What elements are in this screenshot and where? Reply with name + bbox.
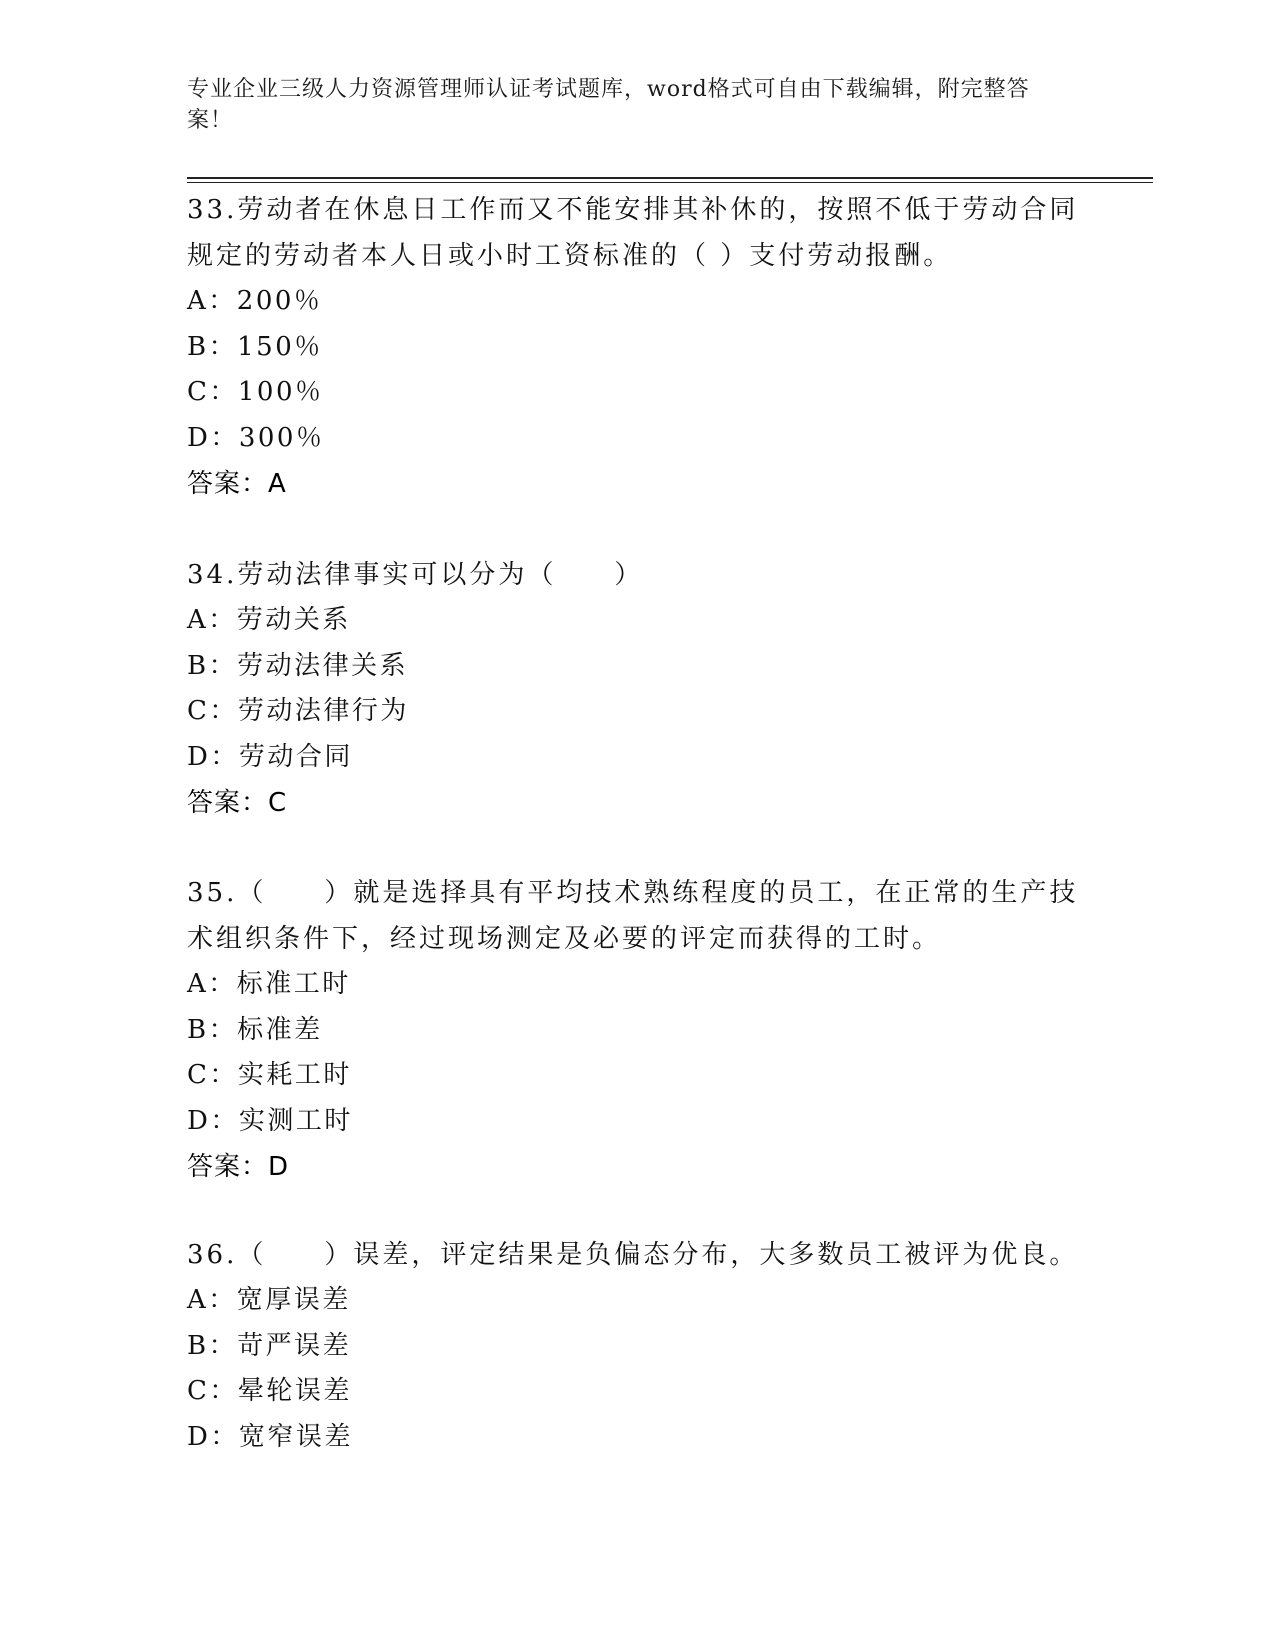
header-divider-thick [187,177,1153,179]
answer-line: 答案：A [187,469,287,499]
option-a: A：200％ [187,286,323,316]
option-d: D：宽窄误差 [187,1421,353,1452]
question-36 [187,1232,1087,1460]
answer-line: 答案：C [187,788,288,818]
option-d: D：300％ [187,422,325,453]
option-d: D：劳动合同 [187,741,353,772]
option-b: B：标准差 [187,1014,323,1045]
question-stem: 34.劳动法律事实可以分为（ ） [187,560,644,590]
question-stem: 35.（ ）就是选择具有平均技术熟练程度的员工，在正常的生产技术组织条件下，经过现场测定及必要的评定而获得的工时。 [187,878,1079,954]
header-divider-thin [187,182,1153,183]
answer-line: 答案：D [187,1152,290,1182]
question-33 [187,187,1087,507]
question-stem: 36.（ ）误差，评定结果是负偏态分布，大多数员工被评为优良。 [187,1240,1079,1270]
option-c: C：100％ [187,377,324,407]
question-stem: 33.劳动者在休息日工作而又不能安排其补休的，按照不低于劳动合同规定的劳动者本人日或小时工资标准的（ ）支付劳动报酬。 [187,195,1079,271]
option-a: A：标准工时 [187,969,351,999]
option-a: A：劳动关系 [187,605,351,635]
option-c: C：晕轮误差 [187,1376,352,1406]
option-d: D：实测工时 [187,1105,353,1136]
option-c: C：劳动法律行为 [187,696,409,726]
header-note: 专业企业三级人力资源管理师认证考试题库，word格式可自由下载编辑，附完整答案！ [187,77,1030,133]
question-34 [187,552,1087,826]
option-b: B：劳动法律关系 [187,650,409,681]
question-35 [187,870,1087,1190]
option-a: A：宽厚误差 [187,1285,351,1315]
option-c: C：实耗工时 [187,1060,352,1090]
option-b: B：苛严误差 [187,1330,352,1361]
option-b: B：150％ [187,331,323,362]
